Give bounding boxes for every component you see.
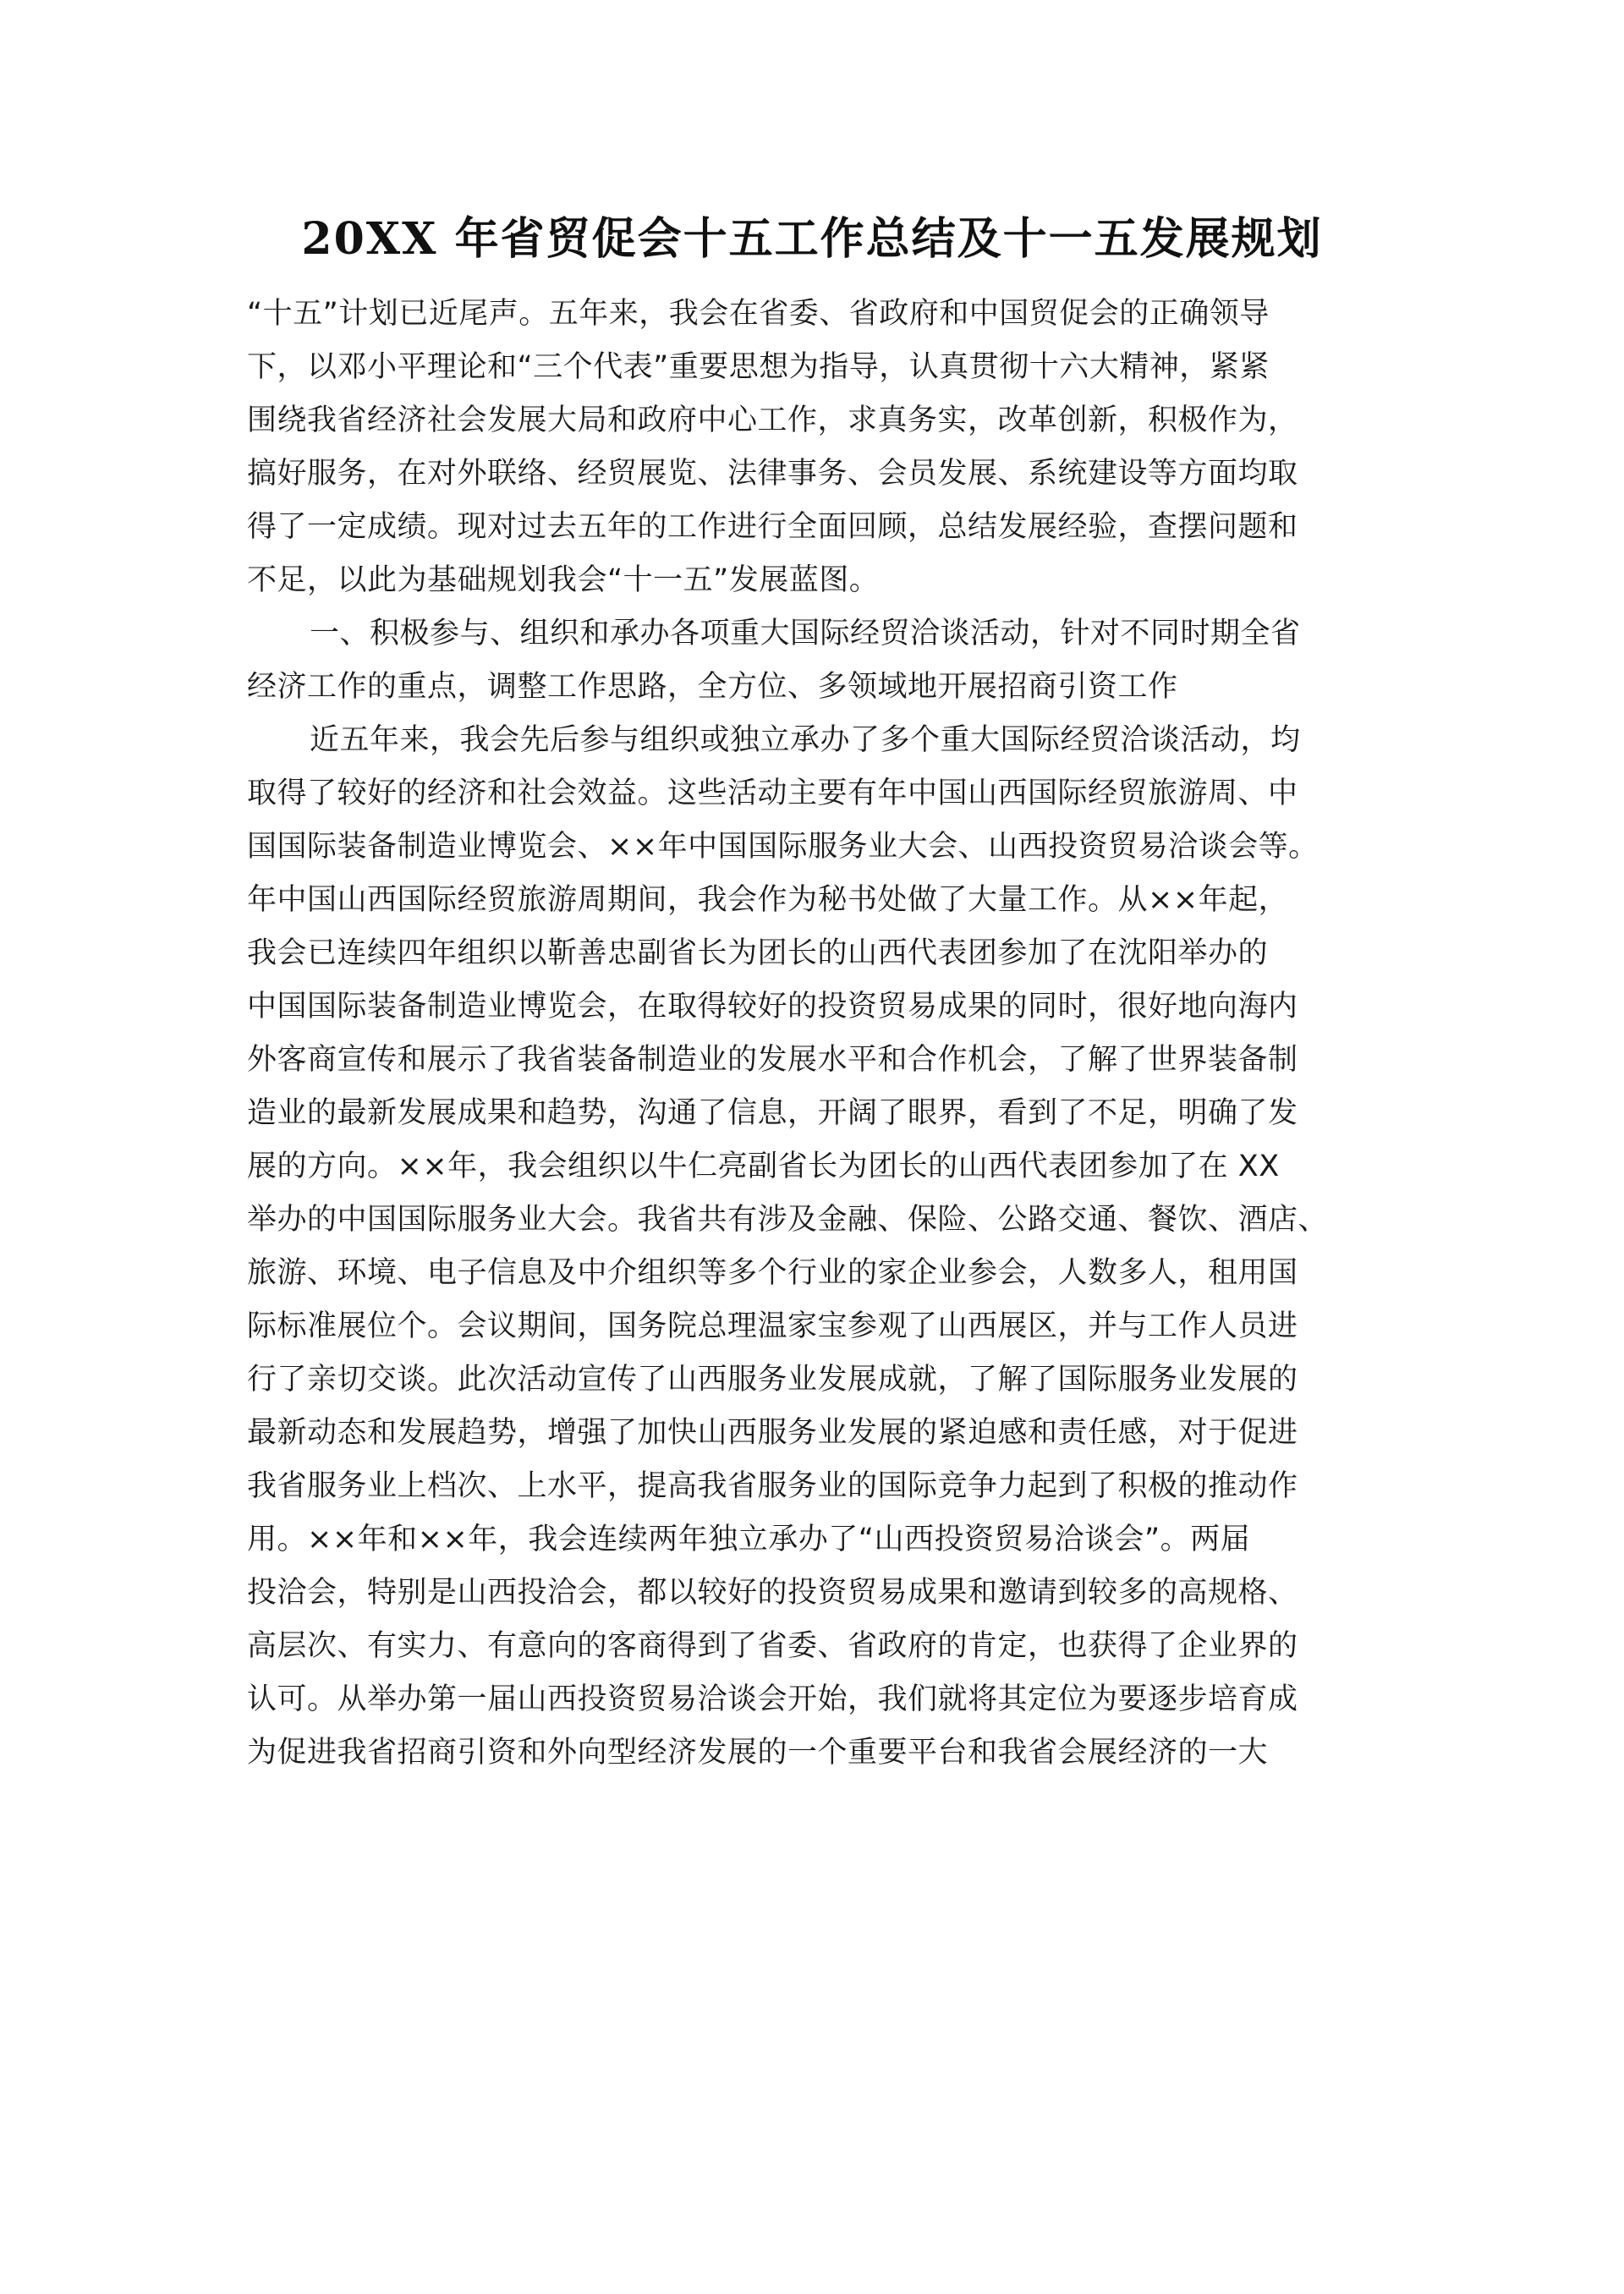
paragraph-line: 认可。从举办第一届山西投资贸易洽谈会开始，我们就将其定位为要逐步培育成 (247, 1682, 1298, 1716)
paragraph-line: 我省服务业上档次、上水平，提高我省服务业的国际竞争力起到了积极的推动作 (247, 1469, 1298, 1503)
paragraph-line: 高层次、有实力、有意向的客商得到了省委、省政府的肯定，也获得了企业界的 (247, 1629, 1298, 1663)
paragraph-line: 国国际装备制造业博览会、××年中国国际服务业大会、山西投资贸易洽谈会等。 (247, 830, 1319, 864)
paragraph-line: 下，以邓小平理论和“三个代表”重要思想为指导，认真贯彻十六大精神，紧紧 (247, 350, 1270, 384)
paragraph-line: 际标准展位个。会议期间，国务院总理温家宝参观了山西展区，并与工作人员进 (247, 1309, 1298, 1343)
paragraph-line: 投洽会，特别是山西投洽会，都以较好的投资贸易成果和邀请到较多的高规格、 (247, 1576, 1298, 1610)
paragraph-line: 最新动态和发展趋势，增强了加快山西服务业发展的紧迫感和责任感，对于促进 (247, 1416, 1298, 1450)
paragraph-line: 得了一定成绩。现对过去五年的工作进行全面回顾，总结发展经验，查摆问题和 (247, 510, 1298, 544)
paragraph-line: 为促进我省招商引资和外向型经济发展的一个重要平台和我省会展经济的一大 (247, 1736, 1269, 1770)
paragraph-line: 外客商宣传和展示了我省装备制造业的发展水平和合作机会，了解了世界装备制 (247, 1043, 1298, 1077)
paragraph-line: 旅游、环境、电子信息及中介组织等多个行业的家企业参会，人数多人，租用国 (247, 1256, 1298, 1290)
paragraph-line: “十五”计划已近尾声。五年来，我会在省委、省政府和中国贸促会的正确领导 (247, 297, 1270, 331)
paragraph-line: 近五年来，我会先后参与组织或独立承办了多个重大国际经贸洽谈活动，均 (310, 723, 1301, 757)
paragraph-line: 我会已连续四年组织以靳善忠副省长为团长的山西代表团参加了在沈阳举办的 (247, 936, 1269, 970)
paragraph-line: 造业的最新发展成果和趋势，沟通了信息，开阔了眼界，看到了不足，明确了发 (247, 1096, 1298, 1130)
paragraph-line: 年中国山西国际经贸旅游周期间，我会作为秘书处做了大量工作。从××年起， (247, 883, 1289, 917)
paragraph-line: 用。××年和××年，我会连续两年独立承办了“山西投资贸易洽谈会”。两届 (247, 1523, 1251, 1556)
paragraph-line: 围绕我省经济社会发展大局和政府中心工作，求真务实，改革创新，积极作为， (247, 403, 1298, 437)
paragraph-line: 举办的中国国际服务业大会。我省共有涉及金融、保险、公路交通、餐饮、酒店、 (247, 1203, 1329, 1237)
paragraph-line: 取得了较好的经济和社会效益。这些活动主要有年中国山西国际经贸旅游周、中 (247, 777, 1298, 810)
paragraph-line: 行了亲切交谈。此次活动宣传了山西服务业发展成就，了解了国际服务业发展的 (247, 1363, 1298, 1397)
section-heading-line: 一、积极参与、组织和承办各项重大国际经贸洽谈活动，针对不同时期全省 (310, 617, 1301, 650)
document-title: 20XX 年省贸促会十五工作总结及十一五发展规划 (301, 213, 1323, 265)
paragraph-line: 展的方向。××年，我会组织以牛仁亮副省长为团长的山西代表团参加了在 XX (247, 1150, 1280, 1183)
paragraph-line: 不足，以此为基础规划我会“十一五”发展蓝图。 (247, 563, 880, 597)
paragraph-line: 中国国际装备制造业博览会，在取得较好的投资贸易成果的同时，很好地向海内 (247, 990, 1298, 1024)
section-heading-line: 经济工作的重点，调整工作思路，全方位、多领域地开展招商引资工作 (247, 670, 1178, 704)
paragraph-line: 搞好服务，在对外联络、经贸展览、法律事务、会员发展、系统建设等方面均取 (247, 457, 1298, 491)
